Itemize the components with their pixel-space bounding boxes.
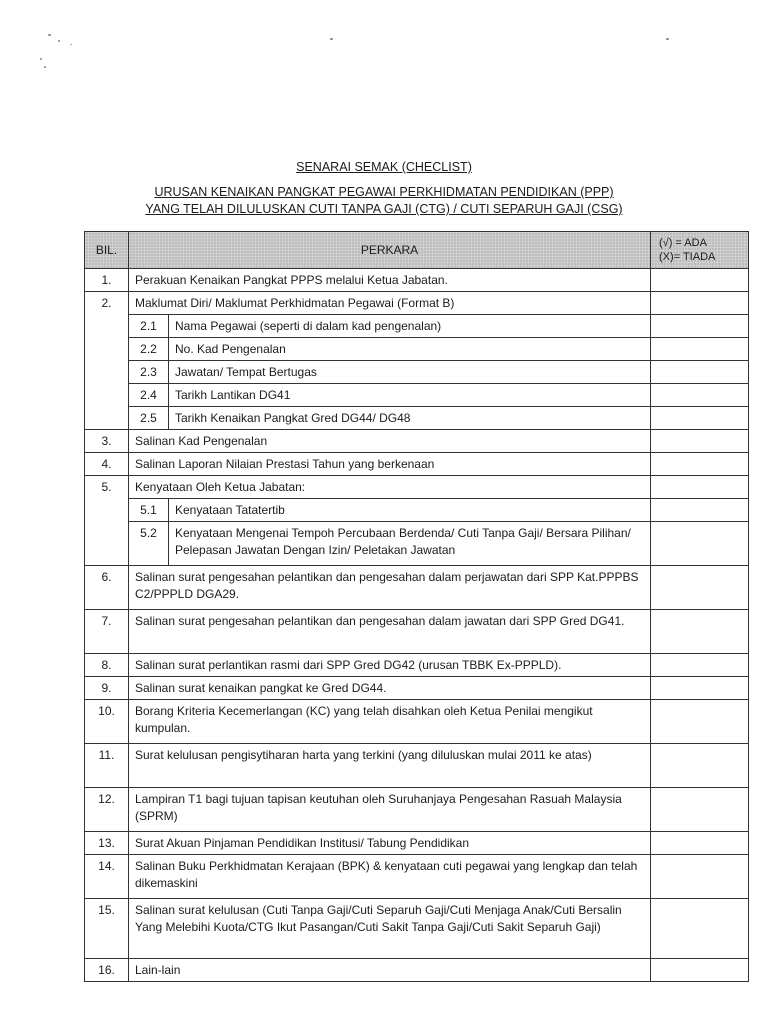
sub-row-number: 2.2 bbox=[129, 338, 169, 361]
scan-speck bbox=[40, 58, 42, 60]
sub-row-text: Jawatan/ Tempat Bertugas bbox=[169, 361, 651, 384]
sub-row-text: Kenyataan Mengenai Tempoh Percubaan Berdenda/ Cuti Tanpa Gaji/ Bersara Pilihan/ Pelepasan Jawatan Dengan Izin/ Peletakan Jawatan bbox=[169, 522, 651, 566]
table-row bbox=[85, 855, 749, 899]
legend-ada: (√) = ADA bbox=[659, 237, 707, 249]
header-bil: BIL. bbox=[85, 232, 129, 269]
table-row bbox=[85, 677, 749, 700]
row-text: Surat kelulusan pengisytiharan harta yang terkini (yang diluluskan mulai 2011 ke atas) bbox=[129, 744, 651, 788]
check-cell[interactable] bbox=[651, 788, 749, 832]
check-cell[interactable] bbox=[651, 499, 749, 522]
document-subtitle bbox=[0, 184, 768, 218]
row-number: 15. bbox=[85, 899, 129, 959]
table-row bbox=[85, 959, 749, 982]
check-cell[interactable] bbox=[651, 677, 749, 700]
row-text: Lampiran T1 bagi tujuan tapisan keutuhan oleh Suruhanjaya Pengesahan Rasuah Malaysia (SPRM) bbox=[129, 788, 651, 832]
row-number: 8. bbox=[85, 654, 129, 677]
sub-row-text: No. Kad Pengenalan bbox=[169, 338, 651, 361]
row-text: Salinan surat pengesahan pelantikan dan pengesahan dalam perjawatan dari SPP Kat.PPPBS C2/PPPLD DGA29. bbox=[129, 566, 651, 610]
check-cell[interactable] bbox=[651, 855, 749, 899]
check-cell[interactable] bbox=[651, 899, 749, 959]
row-text: Borang Kriteria Kecemerlangan (KC) yang telah disahkan oleh Ketua Penilai mengikut kumpulan. bbox=[129, 700, 651, 744]
sub-row-number: 2.1 bbox=[129, 315, 169, 338]
row-text: Perakuan Kenaikan Pangkat PPPS melalui Ketua Jabatan. bbox=[129, 269, 651, 292]
table-row bbox=[85, 788, 749, 832]
sub-row bbox=[85, 522, 749, 566]
row-text: Salinan surat perlantikan rasmi dari SPP Gred DG42 (urusan TBBK Ex-PPPLD). bbox=[129, 654, 651, 677]
check-cell[interactable] bbox=[651, 832, 749, 855]
check-cell[interactable] bbox=[651, 338, 749, 361]
table-row bbox=[85, 744, 749, 788]
subtitle-line-1: URUSAN KENAIKAN PANGKAT PEGAWAI PERKHIDMATAN PENDIDIKAN (PPP) bbox=[154, 185, 614, 199]
check-cell[interactable] bbox=[651, 476, 749, 499]
sub-row-number: 2.3 bbox=[129, 361, 169, 384]
check-cell[interactable] bbox=[651, 407, 749, 430]
scan-speck bbox=[58, 40, 60, 42]
scan-speck bbox=[666, 38, 669, 40]
table-row bbox=[85, 430, 749, 453]
row-number: 1. bbox=[85, 269, 129, 292]
row-text: Salinan surat kelulusan (Cuti Tanpa Gaji/Cuti Separuh Gaji/Cuti Menjaga Anak/Cuti Bersalin Yang Melebihi Kuota/CTG Ikut Pasangan/Cuti Sakit Tanpa Gaji/Cuti Sakit Separuh Gaji) bbox=[129, 899, 651, 959]
row-number: 12. bbox=[85, 788, 129, 832]
row-number: 4. bbox=[85, 453, 129, 476]
checklist-table bbox=[84, 231, 749, 982]
check-cell[interactable] bbox=[651, 700, 749, 744]
table-row bbox=[85, 269, 749, 292]
scan-speck bbox=[48, 34, 51, 36]
sub-row-number: 2.4 bbox=[129, 384, 169, 407]
header-perkara: PERKARA bbox=[129, 232, 651, 269]
sub-row-number: 2.5 bbox=[129, 407, 169, 430]
sub-row-number: 5.1 bbox=[129, 499, 169, 522]
sub-row bbox=[85, 361, 749, 384]
sub-row bbox=[85, 338, 749, 361]
sub-row bbox=[85, 315, 749, 338]
table-row bbox=[85, 476, 749, 499]
table-row bbox=[85, 654, 749, 677]
scan-speck bbox=[70, 44, 72, 45]
sub-row-text: Kenyataan Tatatertib bbox=[169, 499, 651, 522]
row-number: 6. bbox=[85, 566, 129, 610]
document-title: SENARAI SEMAK (CHECLIST) bbox=[296, 160, 472, 174]
row-text: Salinan surat kenaikan pangkat ke Gred DG44. bbox=[129, 677, 651, 700]
sub-row-text: Tarikh Kenaikan Pangkat Gred DG44/ DG48 bbox=[169, 407, 651, 430]
row-text: Surat Akuan Pinjaman Pendidikan Institusi/ Tabung Pendidikan bbox=[129, 832, 651, 855]
check-cell[interactable] bbox=[651, 959, 749, 982]
header-legend bbox=[651, 232, 749, 269]
table-row bbox=[85, 610, 749, 654]
sub-row bbox=[85, 384, 749, 407]
table-row bbox=[85, 453, 749, 476]
table-row bbox=[85, 700, 749, 744]
subtitle-line-2: YANG TELAH DILULUSKAN CUTI TANPA GAJI (CTG) / CUTI SEPARUH GAJI (CSG) bbox=[145, 202, 623, 216]
check-cell[interactable] bbox=[651, 654, 749, 677]
check-cell[interactable] bbox=[651, 292, 749, 315]
sub-row-text: Nama Pegawai (seperti di dalam kad pengenalan) bbox=[169, 315, 651, 338]
row-number: 16. bbox=[85, 959, 129, 982]
table-row bbox=[85, 832, 749, 855]
row-text: Lain-lain bbox=[129, 959, 651, 982]
row-number: 10. bbox=[85, 700, 129, 744]
row-text: Salinan Laporan Nilaian Prestasi Tahun yang berkenaan bbox=[129, 453, 651, 476]
scan-speck bbox=[330, 38, 333, 40]
row-number: 9. bbox=[85, 677, 129, 700]
row-number: 11. bbox=[85, 744, 129, 788]
sub-row bbox=[85, 407, 749, 430]
row-number: 3. bbox=[85, 430, 129, 453]
check-cell[interactable] bbox=[651, 384, 749, 407]
row-text: Salinan Buku Perkhidmatan Kerajaan (BPK) & kenyataan cuti pegawai yang lengkap dan telah dikemaskini bbox=[129, 855, 651, 899]
check-cell[interactable] bbox=[651, 269, 749, 292]
scan-speck bbox=[44, 66, 46, 68]
document-header bbox=[0, 160, 768, 218]
row-text: Salinan Kad Pengenalan bbox=[129, 430, 651, 453]
row-text: Salinan surat pengesahan pelantikan dan pengesahan dalam jawatan dari SPP Gred DG41. bbox=[129, 610, 651, 654]
row-number: 14. bbox=[85, 855, 129, 899]
table-header-row bbox=[85, 232, 749, 269]
sub-row-number: 5.2 bbox=[129, 522, 169, 566]
check-cell[interactable] bbox=[651, 744, 749, 788]
table-row bbox=[85, 899, 749, 959]
row-text: Maklumat Diri/ Maklumat Perkhidmatan Pegawai (Format B) bbox=[129, 292, 651, 315]
row-number: 5. bbox=[85, 476, 129, 566]
sub-row-text: Tarikh Lantikan DG41 bbox=[169, 384, 651, 407]
row-text: Kenyataan Oleh Ketua Jabatan: bbox=[129, 476, 651, 499]
check-cell[interactable] bbox=[651, 610, 749, 654]
legend-tiada: (X)= TIADA bbox=[659, 251, 716, 263]
table-row bbox=[85, 566, 749, 610]
check-cell[interactable] bbox=[651, 430, 749, 453]
row-number: 2. bbox=[85, 292, 129, 430]
check-cell[interactable] bbox=[651, 566, 749, 610]
check-cell[interactable] bbox=[651, 361, 749, 384]
check-cell[interactable] bbox=[651, 315, 749, 338]
row-number: 7. bbox=[85, 610, 129, 654]
check-cell[interactable] bbox=[651, 453, 749, 476]
row-number: 13. bbox=[85, 832, 129, 855]
table-row bbox=[85, 292, 749, 315]
check-cell[interactable] bbox=[651, 522, 749, 566]
sub-row bbox=[85, 499, 749, 522]
